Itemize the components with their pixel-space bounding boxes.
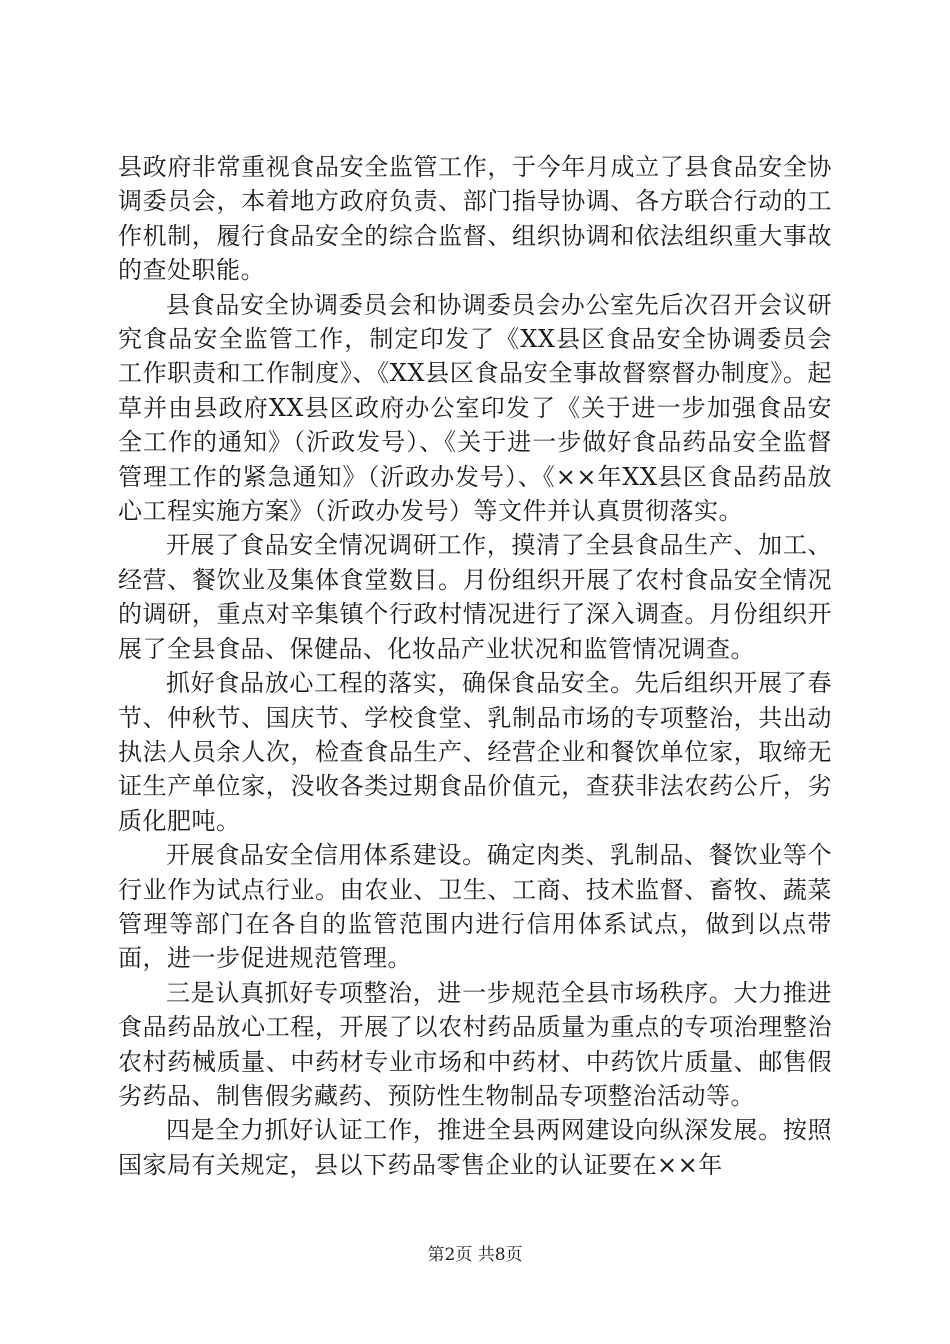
paragraph-5: 开展食品安全信用体系建设。确定肉类、乳制品、餐饮业等个行业作为试点行业。由农业、卫生、工商、技术监督、畜牧、蔬菜管理等部门在各自的监管范围内进行信用体系试点，做到以点带面，进一步促进规范管理。 bbox=[118, 841, 832, 973]
paragraph-2: 县食品安全协调委员会和协调委员会办公室先后次召开会议研究食品安全监管工作，制定印发了《XX县区食品安全协调委员会工作职责和工作制度》、《XX县区食品安全事故督察督办制度》。起草并由县政府XX县区政府办公室印发了《关于进一步加强食品安全工作的通知》（沂政发号）、《关于进一步做好食品药品安全监督管理工作的紧急通知》（沂政办发号）、《××年XX县区食品药品放心工程实施方案》（沂政办发号）等文件并认真贯彻落实。 bbox=[118, 290, 832, 526]
document-body bbox=[118, 150, 832, 1182]
paragraph-6: 三是认真抓好专项整治，进一步规范全县市场秩序。大力推进食品药品放心工程，开展了以农村药品质量为重点的专项治理整治农村药械质量、中药材专业市场和中药材、中药饮片质量、邮售假劣药品、制售假劣藏药、预防性生物制品专项整治活动等。 bbox=[118, 978, 832, 1110]
paragraph-3: 开展了食品安全情况调研工作，摸清了全县食品生产、加工、经营、餐饮业及集体食堂数目。月份组织开展了农村食品安全情况的调研，重点对辛集镇个行政村情况进行了深入调查。月份组织开展了全县食品、保健品、化妆品产业状况和监管情况调查。 bbox=[118, 531, 832, 663]
paragraph-7: 四是全力抓好认证工作，推进全县两网建设向纵深发展。按照国家局有关规定，县以下药品零售企业的认证要在××年 bbox=[118, 1116, 832, 1179]
page-number-footer: 第2页 共8页 bbox=[427, 1245, 523, 1265]
paragraph-1: 县政府非常重视食品安全监管工作，于今年月成立了县食品安全协调委员会，本着地方政府负责、部门指导协调、各方联合行动的工作机制，履行食品安全的综合监督、组织协调和依法组织重大事故的查处职能。 bbox=[118, 153, 832, 285]
paragraph-4: 抓好食品放心工程的落实，确保食品安全。先后组织开展了春节、仲秋节、国庆节、学校食堂、乳制品市场的专项整治，共出动执法人员余人次，检查食品生产、经营企业和餐饮单位家，取缔无证生产单位家，没收各类过期食品价值元，查获非法农药公斤，劣质化肥吨。 bbox=[118, 669, 832, 835]
